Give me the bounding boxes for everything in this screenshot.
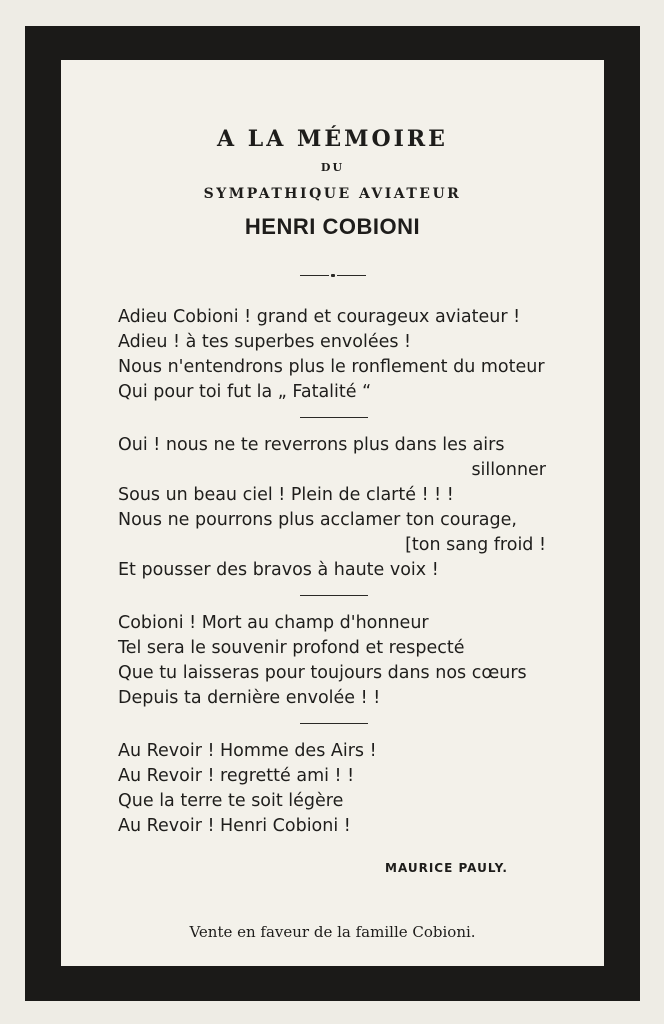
stanza-3 <box>118 611 558 711</box>
stanza-2 <box>118 433 558 583</box>
title: A LA MÉMOIRE <box>217 126 448 152</box>
poem-line: Sous un beau ciel ! Plein de clarté ! ! ! <box>118 485 454 505</box>
author-signature: MAURICE PAULY. <box>385 861 508 875</box>
poem-line: Depuis ta dernière envolée ! ! <box>118 688 381 708</box>
poem-line-continuation: sillonner <box>471 460 546 480</box>
ornament-dot <box>331 274 335 277</box>
ornament-line-right <box>337 275 366 276</box>
poem-line: Oui ! nous ne te reverrons plus dans les airs <box>118 435 505 455</box>
stanza-separator <box>300 417 368 418</box>
ornament-line-left <box>300 275 329 276</box>
poem-line-continuation: [ton sang froid ! <box>405 535 546 555</box>
sale-notice: Vente en faveur de la famille Cobioni. <box>189 923 476 941</box>
poem-line: Nous ne pourrons plus acclamer ton courage, <box>118 510 517 530</box>
poem-line: Qui pour toi fut la „ Fatalité “ <box>118 382 372 402</box>
poem-line: Au Revoir ! Homme des Airs ! <box>118 741 377 761</box>
poem-line: Que la terre te soit légère <box>118 791 344 811</box>
poem-line: Tel sera le souvenir profond et respecté <box>118 638 465 658</box>
poem-line: Au Revoir ! regretté ami ! ! <box>118 766 355 786</box>
card-header <box>61 120 604 244</box>
poem-line: Que tu laisseras pour toujours dans nos cœurs <box>118 663 527 683</box>
title-du: DU <box>320 161 345 174</box>
honoree-name: HENRI COBIONI <box>244 214 421 239</box>
subtitle: SYMPATHIQUE AVIATEUR <box>203 186 462 202</box>
poem-line: Cobioni ! Mort au champ d'honneur <box>118 613 429 633</box>
stanza-separator <box>300 595 368 596</box>
ornament-divider <box>300 274 366 277</box>
poem-line: Au Revoir ! Henri Cobioni ! <box>118 816 351 836</box>
stanza-4 <box>118 739 558 839</box>
poem-line: Adieu Cobioni ! grand et courageux aviateur ! <box>118 307 521 327</box>
stanza-1 <box>118 305 558 405</box>
poem-line: Nous n'entendrons plus le ronflement du moteur <box>118 357 545 377</box>
poem-line: Et pousser des bravos à haute voix ! <box>118 560 439 580</box>
poem-line: Adieu ! à tes superbes envolées ! <box>118 332 412 352</box>
poem <box>118 305 558 839</box>
stanza-separator <box>300 723 368 724</box>
